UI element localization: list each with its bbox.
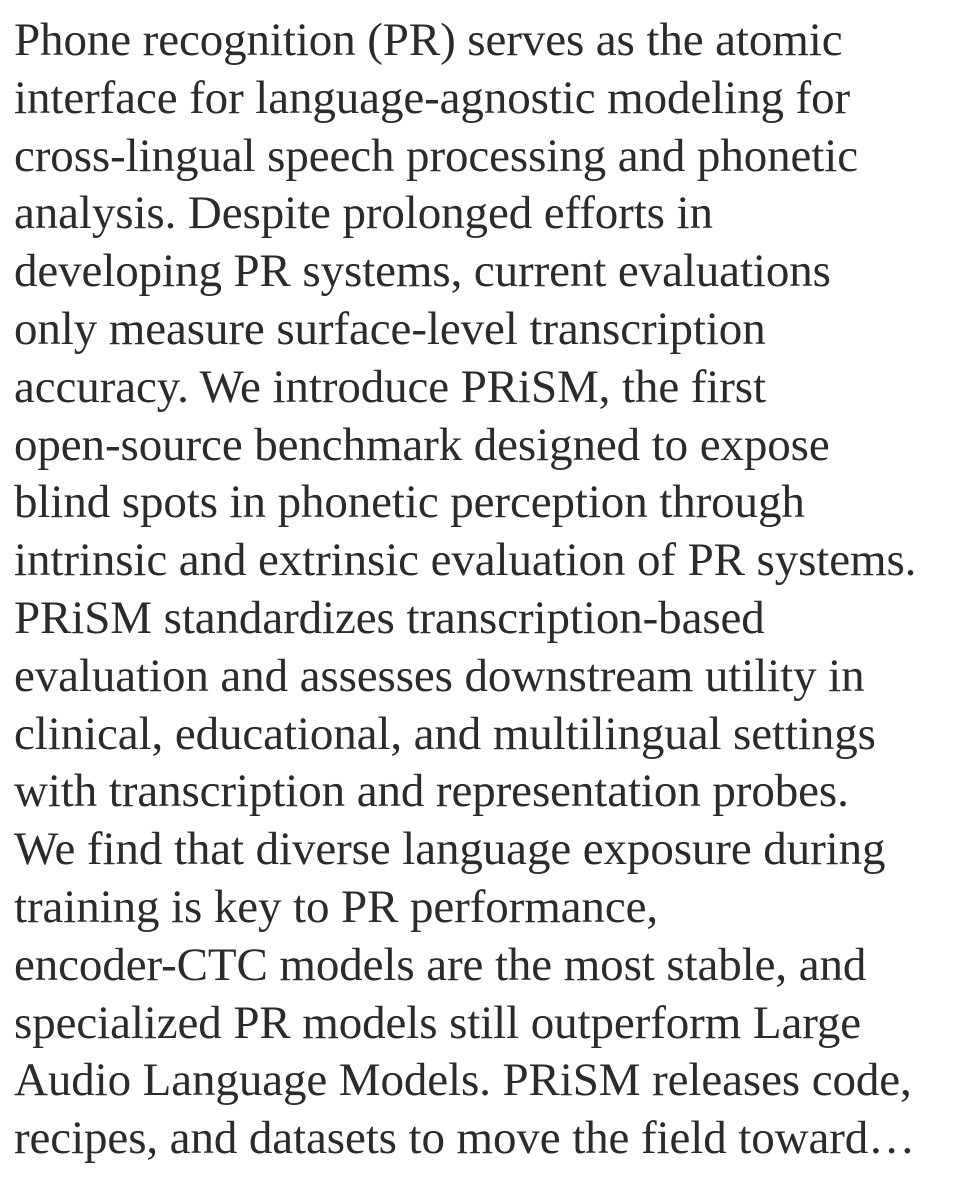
abstract-line: training is key to PR performance,	[14, 880, 658, 933]
abstract-line: clinical, educational, and multilingual settings	[14, 707, 876, 760]
abstract-line: blind spots in phonetic perception through	[14, 476, 805, 529]
abstract-text	[14, 12, 954, 1168]
abstract-line: specialized PR models still outperform Large	[14, 996, 862, 1049]
abstract-line: developing PR systems, current evaluations	[14, 245, 831, 298]
abstract-line: encoder-CTC models are the most stable, and	[14, 938, 867, 991]
abstract-line: accuracy. We introduce PRiSM, the first	[14, 360, 766, 413]
abstract-line: open-source benchmark designed to expose	[14, 418, 830, 471]
abstract-line: PRiSM standardizes transcription-based	[14, 591, 765, 644]
abstract-line: analysis. Despite prolonged efforts in	[14, 187, 713, 240]
abstract-line: interface for language-agnostic modeling for	[14, 71, 851, 124]
abstract-line: with transcription and representation probes.	[14, 765, 849, 818]
abstract-line: Audio Language Models. PRiSM releases code,	[14, 1054, 912, 1107]
abstract-line: only measure surface-level transcription	[14, 302, 766, 355]
abstract-line: evaluation and assesses downstream utility in	[14, 649, 865, 702]
abstract-line: cross-lingual speech processing and phonetic	[14, 129, 858, 182]
abstract-line: intrinsic and extrinsic evaluation of PR systems.	[14, 534, 917, 587]
abstract-line: Phone recognition (PR) serves as the atomic	[14, 14, 843, 66]
abstract-line: We find that diverse language exposure during	[14, 823, 886, 876]
abstract-line: recipes, and datasets to move the field toward…	[14, 1112, 916, 1165]
